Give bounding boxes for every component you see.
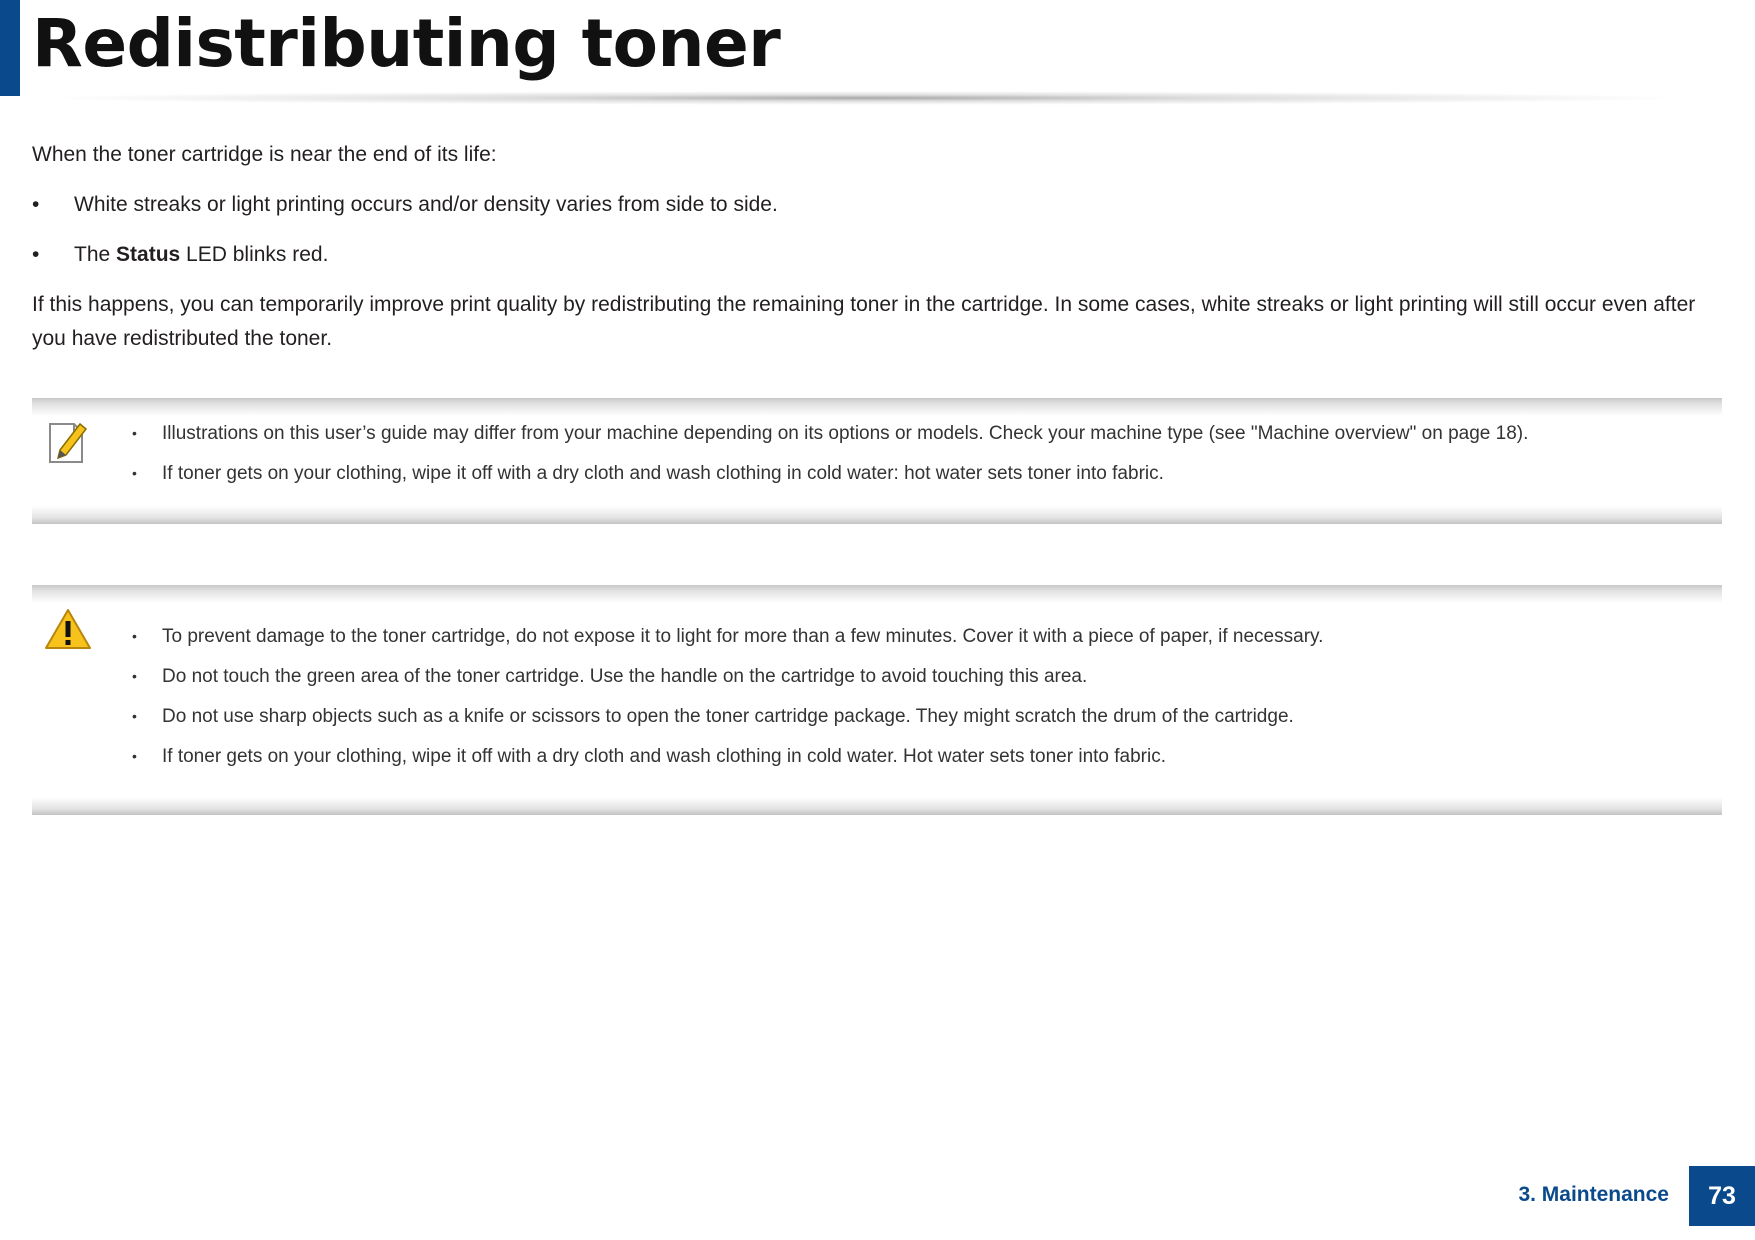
note-item-text: Illustrations on this user’s guide may differ from your machine depending on its options or models. Check your machine type (see "Machine overview" on page 18). [162, 423, 1529, 444]
bullet-marker: • [132, 425, 137, 441]
bullet-marker: • [132, 668, 137, 684]
list-item-text: White streaks or light printing occurs and/or density varies from side to side. [74, 193, 778, 216]
page-number: 73 [1689, 1166, 1755, 1226]
list-item [132, 743, 1722, 770]
list-item [32, 188, 1722, 222]
intro-text: When the toner cartridge is near the end of its life: [32, 143, 497, 166]
list-item [132, 460, 1722, 487]
caution-item-text: If toner gets on your clothing, wipe it off with a dry cloth and wash clothing in cold water. Hot water sets toner into fabric. [162, 746, 1167, 767]
list-item [32, 238, 1722, 272]
caution-callout [32, 585, 1722, 815]
bullet-marker: • [132, 465, 137, 481]
status-led-name: Status [116, 243, 181, 266]
explanation-paragraph: If this happens, you can temporarily improve print quality by redistributing the remaining toner in the cartridge. In some cases, white streaks or light printing will still occur even after you have redistributed the toner. [32, 293, 1696, 350]
title-accent-bar [0, 0, 20, 96]
warning-triangle-icon [44, 607, 92, 656]
bullet-marker: • [32, 193, 40, 216]
caution-item-text: To prevent damage to the toner cartridge, do not expose it to light for more than a few minutes. Cover it with a piece of paper, if necessary. [162, 626, 1324, 647]
caution-item-text: Do not use sharp objects such as a knife or scissors to open the toner cartridge package. They might scratch the drum of the cartridge. [162, 706, 1294, 727]
page-title: Redistributing toner [32, 5, 781, 82]
list-item [132, 420, 1722, 447]
chapter-label: 3. Maintenance [1518, 1183, 1669, 1206]
callout-bottom-band [32, 506, 1722, 524]
list-item-text-suffix: LED blinks red. [180, 243, 329, 266]
callout-bottom-band [32, 797, 1722, 815]
note-list [32, 416, 1722, 506]
list-item-text: The [74, 243, 117, 266]
callout-top-band [32, 398, 1722, 416]
note-item-text: If toner gets on your clothing, wipe it off with a dry cloth and wash clothing in cold water: hot water sets toner into fabric. [162, 463, 1164, 484]
bullet-marker: • [132, 628, 137, 644]
note-callout [32, 398, 1722, 524]
bullet-marker: • [132, 708, 137, 724]
list-item [132, 703, 1722, 730]
bullet-marker: • [32, 243, 40, 266]
title-underline [32, 91, 1692, 105]
list-item [132, 663, 1722, 690]
caution-list [32, 603, 1722, 797]
bullet-marker: • [132, 748, 137, 764]
symptom-list [32, 188, 1722, 288]
caution-item-text: Do not touch the green area of the toner cartridge. Use the handle on the cartridge to avoid touching this area. [162, 666, 1088, 687]
note-pencil-icon [44, 418, 88, 471]
callout-top-band [32, 585, 1722, 603]
list-item [132, 623, 1722, 650]
